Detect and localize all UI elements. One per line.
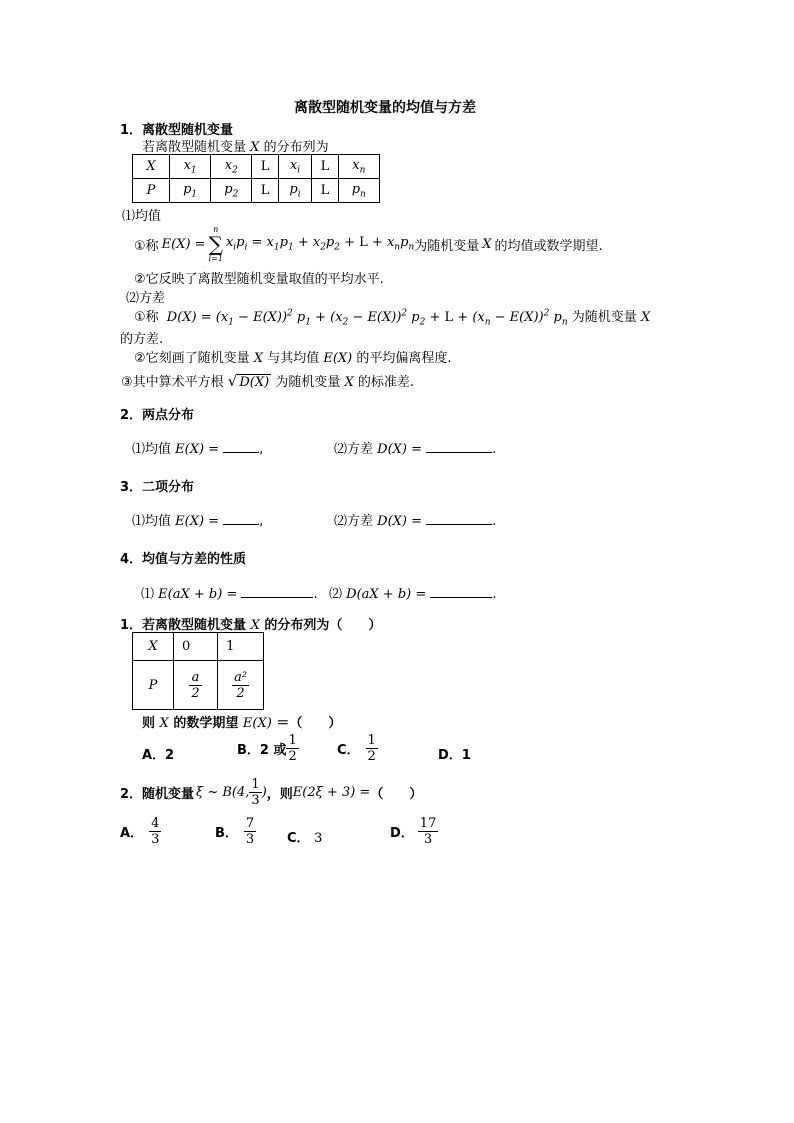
s4-mean-expr: E(aX + b) = (158, 587, 238, 602)
q1-cell: 0 (174, 633, 218, 661)
mean-definition (134, 224, 603, 264)
answer-blank[interactable] (223, 512, 259, 525)
section-1-heading: 1．离散型随机变量 (120, 123, 234, 138)
distribution-table (132, 154, 380, 203)
s2-variance (334, 438, 496, 457)
var-def-c: 为随机变量 (571, 310, 637, 325)
dist-cell: $x_i$ (278, 155, 311, 179)
mean-def-expr: E(X) = (161, 236, 206, 252)
q1-ask-b: 的数学期望 (173, 716, 239, 731)
s2-mean-label: ⑴均值 (132, 442, 172, 457)
dist-cell: P (133, 179, 170, 203)
q2-stem-a: 2．随机变量 (120, 786, 195, 802)
s4-var-expr: D(aX + b) = (346, 587, 427, 602)
q2-stem (120, 775, 422, 809)
s3-variance (334, 510, 496, 529)
var-mean-var: X (253, 351, 264, 366)
q1-stem-b: 的分布列为（ ） (264, 618, 382, 633)
std-a: ③其中算术平方根 (121, 375, 224, 390)
q1-stem (120, 614, 381, 633)
std-expr: D(X) (239, 375, 270, 390)
numerator: a² (234, 669, 248, 685)
q2-optb-text: B． (215, 826, 238, 841)
fraction (149, 816, 161, 847)
q1-cell: X (133, 633, 174, 661)
q1-ask-c: ＝（ ） (276, 716, 342, 731)
variance-meaning (134, 347, 452, 366)
variance-definition (134, 306, 650, 328)
denominator: 3 (418, 831, 439, 847)
s2-var-tail: . (492, 442, 497, 457)
s4-mean (141, 583, 318, 602)
fraction (244, 816, 256, 847)
denominator: 3 (251, 792, 260, 808)
numerator: 4 (151, 816, 160, 831)
var-mean-a: ②它刻画了随机变量 (134, 351, 250, 366)
q2-optc-text: C． (287, 831, 310, 846)
q1-stem-a: 1．若离散型随机变量 (120, 618, 247, 633)
q1-row-x (133, 633, 264, 661)
q1-ask (142, 712, 341, 731)
mean-def-a: ①称 (134, 238, 159, 254)
q2-stem-b: ，则 (266, 786, 293, 802)
s3-mean-label: ⑴均值 (132, 514, 172, 529)
dist-cell: $p_i$ (278, 179, 311, 203)
s3-mean-tail: , (259, 514, 264, 529)
dist-cell: L (312, 179, 338, 203)
dist-cell: $x_2$ (211, 155, 252, 179)
mean-label: ⑴均值 (122, 209, 162, 224)
fraction (286, 733, 298, 764)
var-mean-e: 的平均偏离程度. (356, 351, 452, 366)
dist-row-p (133, 179, 380, 203)
var-def-tail: 的方差. (120, 332, 164, 347)
std-c: 为随机变量 (275, 375, 341, 390)
s4-var-tail: . (492, 587, 497, 602)
var-def-var: X (640, 310, 651, 325)
fraction (232, 670, 249, 701)
mean-def-d: 为随机变量 (414, 238, 480, 254)
mean-def-var: X (482, 236, 492, 252)
q2-option-d[interactable] (390, 816, 438, 847)
var-def-expr: $D(X) = (x_1 - E(X))^2$ $p_1 + (x_2 - E(X))^2$ $p_2 + L + (x_n - E(X))^2$ $p_n$ (166, 308, 568, 328)
s3-var-expr: D(X) = (377, 514, 423, 529)
q1-distribution-table (132, 632, 264, 710)
numerator: 1 (288, 733, 297, 748)
s2-var-label: ⑵方差 (334, 442, 374, 457)
q1-option-c[interactable] (337, 733, 378, 764)
denominator: 3 (151, 832, 160, 847)
q2-option-a[interactable] (120, 816, 161, 847)
dist-cell: $p_n$ (338, 179, 379, 203)
var-mean-expr: E(X) (323, 351, 353, 366)
q1-row-p (133, 661, 264, 710)
var-def-a: ①称 (134, 310, 159, 325)
q1-cell (218, 661, 264, 710)
q1-cell (174, 661, 218, 710)
sigma-icon: n ∑ i=1 (208, 225, 223, 263)
variance-label: ⑵方差 (126, 291, 166, 306)
fraction (249, 777, 261, 808)
q2-option-b[interactable] (215, 816, 256, 847)
fraction (418, 816, 439, 847)
s1-intro (142, 136, 329, 155)
denominator: 3 (245, 832, 255, 847)
s3-mean-expr: E(X) = (175, 514, 220, 529)
numerator: 7 (245, 816, 255, 831)
numerator: 1 (367, 733, 376, 748)
q1-cell: P (133, 661, 174, 710)
q2-stem-expr: ξ ~ B(4, (196, 784, 250, 800)
answer-blank[interactable] (241, 585, 313, 598)
s2-mean (132, 438, 263, 457)
section-4-heading: 4．均值与方差的性质 (120, 552, 247, 567)
q1-optc-text: C． (337, 743, 360, 758)
s2-mean-expr: E(X) = (175, 442, 220, 457)
q2-stem-c: （ ） (370, 786, 423, 802)
numerator: 17 (419, 816, 437, 831)
page-title: 离散型随机变量的均值与方差 (294, 100, 476, 116)
dist-row-x (133, 155, 380, 179)
q1-ask-expr: E(X) (242, 716, 272, 731)
q1-optb-text: B．2 或 (237, 743, 287, 758)
var-mean-c: 与其均值 (267, 351, 320, 366)
q2-stem-close: ) (261, 784, 267, 800)
q2-option-c[interactable] (287, 827, 322, 846)
dist-cell: $x_1$ (170, 155, 211, 179)
s3-var-tail: . (492, 514, 497, 529)
fraction (189, 670, 201, 701)
mean-def-sum: $x_ip_i = x_1p_1 + x_2p_2 + L + x_np_n$ (225, 235, 415, 253)
dist-cell: $p_2$ (211, 179, 252, 203)
answer-blank[interactable] (430, 585, 492, 598)
s1-intro-text-a: 若离散型随机变量 (142, 140, 247, 155)
dist-cell: $x_n$ (338, 155, 379, 179)
denominator: 2 (367, 749, 376, 764)
q1-option-d[interactable]: D．1 (438, 748, 471, 763)
s4-mean-label: ⑴ (141, 587, 155, 602)
dist-cell: L (252, 179, 278, 203)
std-dev-line (121, 371, 414, 390)
fraction (366, 733, 378, 764)
dist-cell: L (312, 155, 338, 179)
answer-blank[interactable] (426, 440, 492, 453)
dist-cell: X (133, 155, 170, 179)
q2-stem-expr2: E(2ξ + 3) = (292, 784, 371, 800)
sqrt-icon: √ (227, 372, 238, 390)
s1-intro-var: X (250, 140, 260, 155)
s2-mean-tail: , (259, 442, 264, 457)
numerator: 1 (251, 776, 260, 792)
q2-optc-value: 3 (314, 831, 323, 846)
q1-stem-var: X (250, 618, 260, 633)
mean-def-f: 的均值或数学期望. (494, 238, 603, 254)
denominator: 2 (232, 685, 249, 701)
section-3-heading: 3．二项分布 (120, 480, 195, 495)
mean-meaning: ②它反映了离散型随机变量取值的平均水平. (134, 272, 384, 287)
std-var: X (344, 375, 354, 390)
answer-blank[interactable] (223, 440, 259, 453)
q1-cell: 1 (218, 633, 264, 661)
s1-intro-text-b: 的分布列为 (263, 140, 329, 155)
q1-ask-a: 则 (142, 716, 156, 731)
dist-cell: L (252, 155, 278, 179)
s2-var-expr: D(X) = (377, 442, 423, 457)
denominator: 2 (288, 749, 297, 764)
std-e: 的标准差. (357, 375, 415, 390)
s4-var-label: ⑵ (329, 587, 343, 602)
s4-mean-tail: . (313, 587, 318, 602)
numerator: a (191, 669, 200, 685)
q2-optd-text: D． (390, 826, 414, 841)
dist-cell: $p_1$ (170, 179, 211, 203)
q2-opta-text: A． (120, 826, 144, 841)
s3-var-label: ⑵方差 (334, 514, 374, 529)
answer-blank[interactable] (426, 512, 492, 525)
denominator: 2 (191, 685, 200, 701)
s3-mean (132, 510, 263, 529)
q1-option-b[interactable] (237, 733, 299, 764)
section-2-heading: 2．两点分布 (120, 408, 195, 423)
s4-variance (329, 583, 497, 602)
q1-ask-var: X (159, 716, 169, 731)
q1-option-a[interactable]: A．2 (142, 748, 175, 763)
